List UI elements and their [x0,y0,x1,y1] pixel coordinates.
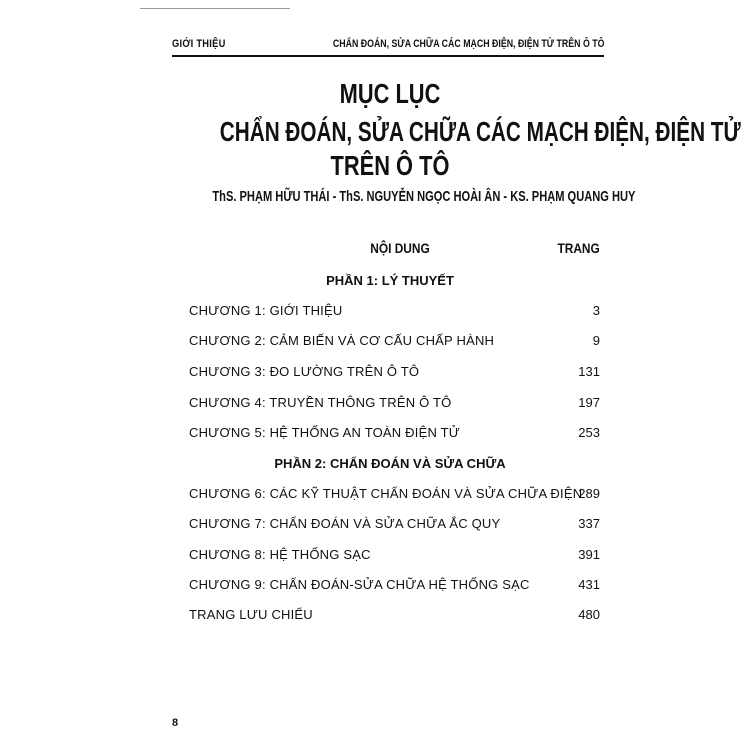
toc-entry[interactable] [189,547,600,565]
header-book-title: CHẨN ĐOÁN, SỬA CHỮA CÁC MẠCH ĐIỆN, ĐIỆN TỬ TRÊN Ô TÔ [332,38,604,50]
toc-entry-label: CHƯƠNG 3: ĐO LƯỜNG TRÊN Ô TÔ [189,364,420,379]
toc-entry-page: 131 [578,364,600,379]
column-header-content: NỘI DUNG [370,240,430,256]
toc-entry-page: 337 [578,516,600,531]
part-heading: PHẦN 1: LÝ THUYẾT [326,273,454,288]
toc-entry-label: CHƯƠNG 1: GIỚI THIỆU [189,303,343,318]
authors-line: ThS. PHẠM HỮU THÁI - ThS. NGUYỄN NGỌC HOÀI ÂN - KS. PHẠM QUANG HUY [212,188,636,205]
toc-entry[interactable] [189,516,600,534]
toc-title: MỤC LỤC [339,78,441,109]
toc-entry-label: TRANG LƯU CHIỂU [189,607,313,622]
toc-entry-label: CHƯƠNG 6: CÁC KỸ THUẬT CHẨN ĐOÁN VÀ SỬA CHỮA ĐIỆN [189,486,583,501]
toc-entry-page: 431 [578,577,600,592]
scan-edge-line [140,8,290,9]
book-title-line-1: CHẨN ĐOÁN, SỬA CHỮA CÁC MẠCH ĐIỆN, ĐIỆN TỬ [219,116,741,147]
part-heading: PHẦN 2: CHẨN ĐOÁN VÀ SỬA CHỮA [274,456,506,471]
toc-entry[interactable] [189,303,600,321]
toc-entry[interactable] [189,364,600,382]
column-header-page: TRANG [557,240,600,256]
toc-entry-page: 391 [578,547,600,562]
toc-entry-label: CHƯƠNG 2: CẢM BIẾN VÀ CƠ CẤU CHẤP HÀNH [189,333,495,348]
running-header [172,36,604,54]
toc-entry[interactable] [189,395,600,413]
book-title-line-2: TRÊN Ô TÔ [330,150,450,181]
toc-entry[interactable] [189,607,600,625]
toc-entry-page: 197 [578,395,600,410]
toc-entry[interactable] [189,333,600,351]
toc-entry-page: 3 [592,303,600,318]
toc-entry[interactable] [189,577,600,595]
toc-entry[interactable] [189,486,600,504]
page-number: 8 [172,717,179,729]
toc-entry-page: 9 [592,333,600,348]
toc-entry-label: CHƯƠNG 9: CHẨN ĐOÁN-SỬA CHỮA HỆ THỐNG SẠC [189,577,530,592]
header-section-label: GIỚI THIỆU [172,38,226,50]
toc-entry-page: 480 [578,607,600,622]
toc-entry[interactable] [189,425,600,443]
toc-entry-label: CHƯƠNG 8: HỆ THỐNG SẠC [189,547,371,562]
toc-entry-label: CHƯƠNG 4: TRUYỀN THÔNG TRÊN Ô TÔ [189,395,452,410]
toc-entry-page: 253 [578,425,600,440]
toc-entry-label: CHƯƠNG 7: CHẨN ĐOÁN VÀ SỬA CHỮA ẮC QUY [189,516,501,531]
header-divider [172,55,604,57]
toc-entry-label: CHƯƠNG 5: HỆ THỐNG AN TOÀN ĐIỆN TỬ [189,425,461,440]
toc-entry-page: 289 [578,486,600,501]
